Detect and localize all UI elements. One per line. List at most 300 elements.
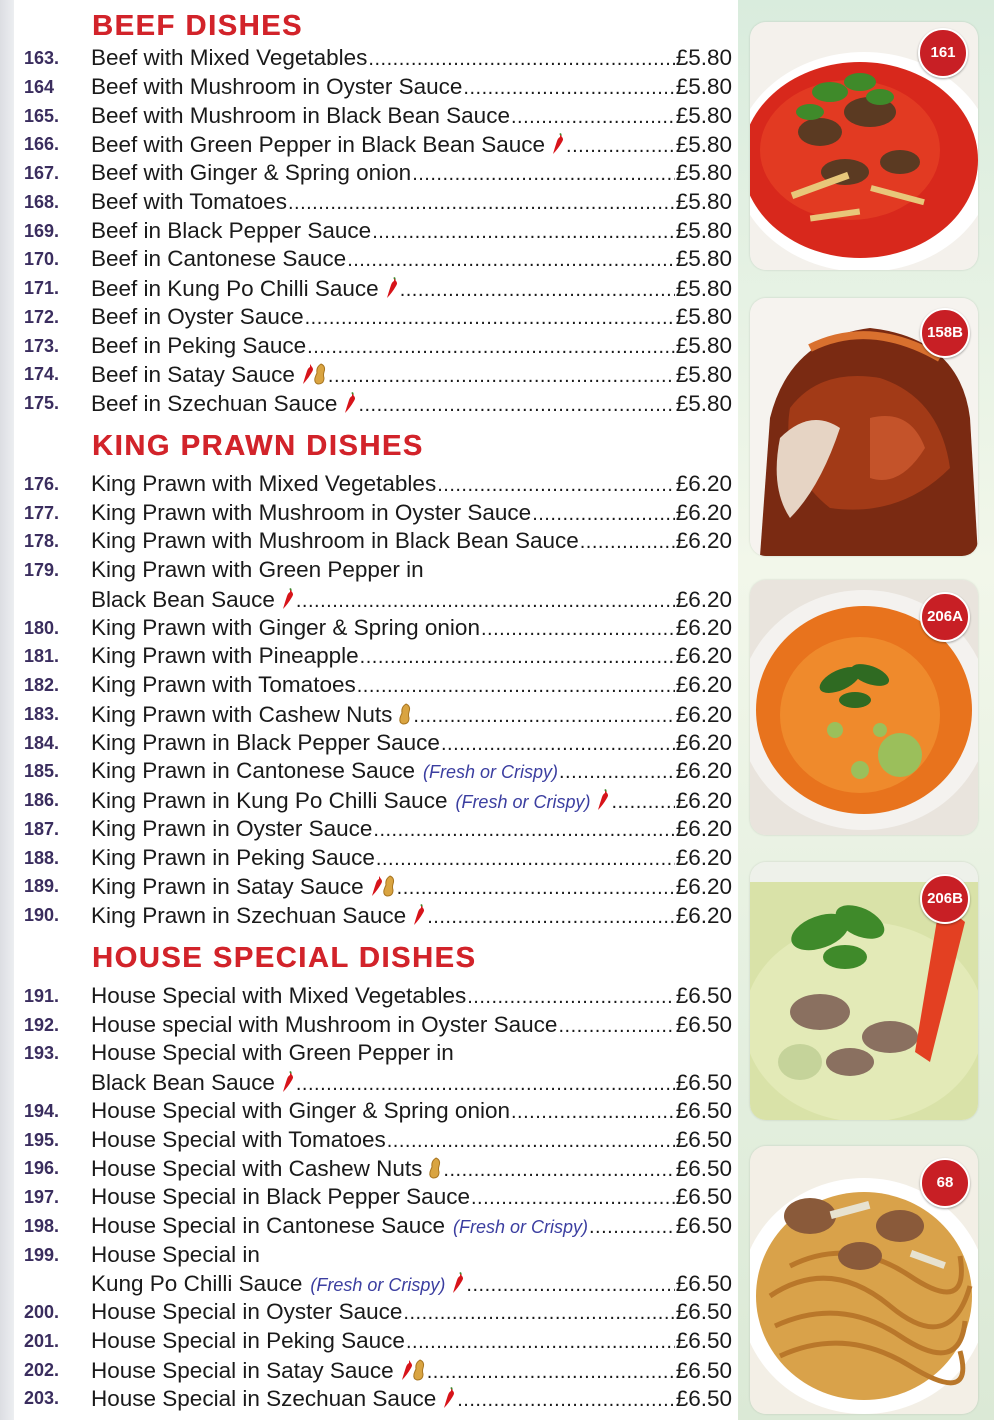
item-number: 168.	[24, 191, 60, 212]
item-number: 193.	[24, 1043, 60, 1064]
dot-leader	[403, 1299, 674, 1328]
item-body	[91, 1298, 732, 1327]
item-name: Beef with Mixed Vegetables	[91, 45, 368, 70]
item-line	[91, 499, 732, 528]
item-option-note: (Fresh or Crispy)	[455, 792, 591, 812]
item-price: £5.80	[675, 362, 732, 388]
item-name: Beef with Tomatoes	[91, 188, 287, 214]
dish-number-badge: 68	[920, 1158, 970, 1208]
menu-item	[24, 130, 732, 159]
dot-leader	[481, 615, 675, 644]
item-price: £5.80	[675, 45, 732, 70]
peanut-icon	[428, 1157, 442, 1190]
menu-item	[24, 872, 732, 901]
item-number: 190.	[24, 905, 60, 925]
item-number: 195.	[24, 1129, 60, 1150]
menu-item	[24, 73, 732, 102]
dot-leader	[532, 500, 675, 529]
item-name: King Prawn with Mushroom in Black Bean Sauce	[91, 528, 579, 554]
dot-leader	[437, 471, 674, 500]
menu-item	[24, 470, 732, 499]
dot-leader	[467, 983, 674, 1012]
menu-item	[24, 1183, 732, 1212]
chilli-peanut-icon	[370, 875, 396, 908]
item-price: £6.20	[675, 788, 732, 813]
item-number: 179.	[24, 560, 60, 580]
menu-item	[24, 1011, 732, 1040]
red-thai-curry-photo	[750, 580, 978, 835]
item-line	[91, 102, 732, 131]
item-option-note: (Fresh or Crispy)	[310, 1275, 446, 1296]
dot-leader	[400, 276, 675, 305]
item-price: £5.80	[675, 217, 732, 243]
item-name: King Prawn in Szechuan Sauce	[91, 903, 407, 928]
item-number: 171.	[24, 278, 60, 298]
item-price: £6.50	[675, 1156, 732, 1182]
item-body	[91, 217, 732, 246]
item-body	[91, 1356, 732, 1385]
item-name: House Special with Cashew Nuts	[91, 1156, 423, 1182]
dot-leader	[406, 1328, 675, 1357]
item-line	[91, 1212, 732, 1241]
menu-item	[24, 614, 732, 643]
menu-item	[24, 1298, 732, 1327]
item-line	[91, 1356, 732, 1385]
dish-number-badge: 206A	[920, 592, 970, 642]
item-name: King Prawn with Ginger & Spring onion	[91, 614, 480, 640]
item-body	[91, 671, 732, 700]
dot-leader	[611, 788, 674, 817]
item-price: £6.20	[675, 614, 732, 640]
item-body	[91, 44, 732, 73]
chilli-icon	[551, 133, 565, 166]
item-body	[91, 901, 732, 930]
item-body	[91, 499, 732, 528]
item-price: £6.20	[675, 528, 732, 554]
chilli-icon	[281, 588, 295, 621]
item-price: £6.50	[675, 1386, 732, 1412]
item-body	[91, 1039, 732, 1097]
item-name: King Prawn in Satay Sauce	[91, 874, 364, 900]
item-price: £6.50	[675, 1184, 732, 1209]
item-name: King Prawn in Oyster Sauce	[91, 815, 373, 841]
dot-leader	[368, 45, 674, 74]
menu-item	[24, 217, 732, 246]
item-price: £6.50	[675, 1011, 732, 1037]
item-body	[91, 159, 732, 188]
item-number: 191.	[24, 985, 60, 1006]
menu-item	[24, 982, 732, 1011]
item-body	[91, 245, 732, 274]
menu-item	[24, 556, 732, 614]
item-name: King Prawn in Peking Sauce	[91, 844, 375, 870]
item-name: House Special in Satay Sauce	[91, 1357, 394, 1383]
item-price: £6.20	[675, 672, 732, 697]
item-name: Beef in Szechuan Sauce	[91, 391, 338, 416]
menu-item	[24, 44, 732, 73]
item-name: King Prawn with Pineapple	[91, 643, 359, 669]
item-body	[91, 1212, 732, 1241]
item-line	[91, 901, 732, 930]
chilli-icon	[442, 1387, 456, 1420]
dot-leader	[457, 1386, 674, 1415]
item-price: £6.50	[675, 1271, 732, 1297]
menu-item	[24, 1212, 732, 1241]
menu-item	[24, 102, 732, 131]
item-line	[91, 303, 732, 332]
dot-leader	[307, 333, 675, 362]
item-number: 181.	[24, 646, 60, 667]
chilli-peanut-icon	[301, 363, 327, 396]
item-number: 196.	[24, 1158, 60, 1179]
item-price: £5.80	[675, 132, 732, 158]
item-price: £6.20	[675, 701, 732, 727]
item-line	[91, 73, 732, 102]
item-body	[91, 642, 732, 671]
item-number: 201.	[24, 1330, 60, 1351]
item-line	[91, 1327, 732, 1356]
item-price: £6.50	[675, 1097, 732, 1123]
item-price: £6.20	[675, 586, 732, 612]
menu-item	[24, 844, 732, 873]
menu-item	[24, 729, 732, 758]
item-number: 163.	[24, 48, 60, 68]
dot-leader	[427, 1358, 675, 1387]
dot-leader	[387, 1127, 675, 1156]
item-line	[91, 844, 732, 873]
menu-item	[24, 1327, 732, 1356]
item-line	[91, 585, 732, 614]
dot-leader	[558, 1012, 674, 1041]
dot-leader	[511, 103, 675, 132]
item-line	[91, 1183, 732, 1212]
menu-item	[24, 188, 732, 217]
dot-leader	[466, 1271, 674, 1300]
item-body	[91, 700, 732, 729]
dot-leader	[443, 1156, 674, 1185]
dot-leader	[566, 132, 675, 161]
item-body	[91, 614, 732, 643]
item-line	[91, 1241, 732, 1270]
menu-item	[24, 159, 732, 188]
item-price: £5.80	[675, 188, 732, 214]
dot-leader	[471, 1184, 675, 1213]
dot-leader	[372, 218, 675, 247]
item-number: 198.	[24, 1215, 60, 1236]
menu-item	[24, 786, 732, 815]
item-line	[91, 556, 732, 585]
section-title: HOUSE SPECIAL DISHES	[92, 941, 477, 974]
item-line	[91, 130, 732, 159]
item-line	[91, 1097, 732, 1126]
item-number: 169.	[24, 220, 60, 241]
chow-mein-photo	[750, 1146, 978, 1414]
dot-leader	[580, 528, 675, 557]
item-number: 165.	[24, 105, 60, 126]
item-option-note: (Fresh or Crispy)	[452, 1216, 588, 1237]
item-line	[91, 757, 732, 786]
item-line	[91, 1068, 732, 1097]
item-price: £5.80	[675, 102, 732, 128]
dot-leader	[559, 758, 675, 787]
item-name: Beef with Mushroom in Black Bean Sauce	[91, 102, 510, 128]
item-price: £6.20	[675, 874, 732, 900]
item-body	[91, 982, 732, 1011]
chilli-icon	[596, 789, 610, 822]
menu-item	[24, 1126, 732, 1155]
item-price: £5.80	[675, 332, 732, 358]
green-thai-curry-photo	[750, 862, 978, 1120]
item-body	[91, 1154, 732, 1183]
section-king-prawn-dishes	[24, 418, 732, 930]
menu-item	[24, 1097, 732, 1126]
item-line	[91, 274, 732, 303]
item-price: £6.20	[675, 815, 732, 841]
menu-item	[24, 332, 732, 361]
item-line	[91, 642, 732, 671]
item-number: 184.	[24, 732, 60, 753]
item-number: 180.	[24, 617, 60, 638]
item-number: 173.	[24, 335, 60, 356]
item-body	[91, 1183, 732, 1212]
dot-leader	[463, 74, 674, 103]
item-number: 174.	[24, 364, 60, 385]
item-number: 197.	[24, 1187, 60, 1207]
item-body	[91, 1327, 732, 1356]
item-number: 200.	[24, 1302, 60, 1322]
item-body	[91, 844, 732, 873]
dot-leader	[347, 246, 675, 275]
item-line	[91, 217, 732, 246]
item-price: £6.50	[675, 1327, 732, 1353]
item-name: House Special with Tomatoes	[91, 1126, 386, 1152]
item-name: House Special with Ginger & Spring onion	[91, 1097, 510, 1123]
roast-duck-photo	[750, 298, 978, 556]
dot-leader	[296, 587, 675, 616]
item-price: £6.50	[675, 1212, 732, 1238]
menu-item	[24, 642, 732, 671]
item-line	[91, 1154, 732, 1183]
menu-item	[24, 757, 732, 786]
item-number: 177.	[24, 502, 60, 523]
item-number: 188.	[24, 847, 60, 868]
menu-item	[24, 360, 732, 389]
item-name: King Prawn with Mixed Vegetables	[91, 470, 437, 496]
section-title: BEEF DISHES	[92, 10, 303, 42]
item-name: House Special in Cantonese Sauce	[91, 1212, 445, 1238]
dot-leader	[376, 845, 675, 874]
item-name-continued: Black Bean Sauce	[91, 586, 275, 612]
page-edge-strip	[0, 0, 14, 1420]
item-number: 170.	[24, 249, 60, 270]
menu-item	[24, 1241, 732, 1299]
menu-item	[24, 1154, 732, 1183]
item-body	[91, 786, 732, 815]
dot-leader	[296, 1070, 675, 1099]
item-body	[91, 1097, 732, 1126]
item-line	[91, 1298, 732, 1327]
item-name: House Special in Peking Sauce	[91, 1327, 405, 1353]
menu-item	[24, 815, 732, 844]
item-body	[91, 470, 732, 499]
item-number: 178.	[24, 531, 60, 552]
item-name: Beef with Green Pepper in Black Bean Sauce	[91, 132, 546, 158]
item-price: £6.20	[675, 499, 732, 525]
item-number: 189.	[24, 876, 60, 897]
item-price: £6.50	[675, 1126, 732, 1152]
item-name: House Special in Oyster Sauce	[91, 1299, 403, 1324]
item-line	[91, 1269, 732, 1298]
item-number: 175.	[24, 393, 60, 413]
item-name: Beef in Kung Po Chilli Sauce	[91, 276, 379, 301]
item-body	[91, 130, 732, 159]
item-body	[91, 872, 732, 901]
item-body	[91, 1241, 732, 1299]
item-price: £5.80	[675, 73, 732, 99]
dot-leader	[328, 362, 675, 391]
item-line	[91, 470, 732, 499]
item-number: 185.	[24, 761, 60, 782]
dot-leader	[305, 304, 675, 333]
item-price: £6.50	[675, 1070, 732, 1095]
item-body	[91, 73, 732, 102]
chilli-icon	[451, 1272, 465, 1305]
menu-item	[24, 274, 732, 303]
chilli-icon	[385, 277, 399, 310]
menu-item	[24, 1384, 732, 1413]
item-price: £6.20	[675, 903, 732, 928]
dot-leader	[357, 672, 675, 701]
item-number: 187.	[24, 818, 60, 839]
item-body	[91, 389, 732, 418]
item-line	[91, 700, 732, 729]
item-number: 182.	[24, 675, 60, 695]
item-number: 176.	[24, 473, 60, 494]
peanut-icon	[398, 703, 412, 736]
item-name: King Prawn with Green Pepper in	[91, 557, 424, 582]
item-line	[91, 245, 732, 274]
item-price: £6.20	[675, 470, 732, 496]
item-line	[91, 188, 732, 217]
dot-leader	[373, 816, 674, 845]
dot-leader	[288, 189, 675, 218]
item-line	[91, 982, 732, 1011]
item-body	[91, 360, 732, 389]
item-name: King Prawn with Mushroom in Oyster Sauce	[91, 499, 532, 525]
item-price: £5.80	[675, 303, 732, 329]
item-body	[91, 303, 732, 332]
item-number: 199.	[24, 1244, 60, 1265]
item-line	[91, 1011, 732, 1040]
item-price: £6.20	[675, 643, 732, 669]
item-body	[91, 527, 732, 556]
menu-item	[24, 700, 732, 729]
item-name: Beef in Peking Sauce	[91, 332, 307, 358]
item-name: House Special with Green Pepper in	[91, 1040, 454, 1066]
menu-item	[24, 245, 732, 274]
item-number: 186.	[24, 790, 60, 810]
menu-item	[24, 499, 732, 528]
item-line	[91, 872, 732, 901]
item-option-note: (Fresh or Crispy)	[422, 762, 558, 783]
menu-item	[24, 303, 732, 332]
item-name: King Prawn in Black Pepper Sauce	[91, 729, 440, 755]
item-body	[91, 274, 732, 303]
item-name: Beef with Mushroom in Oyster Sauce	[91, 73, 463, 99]
item-line	[91, 389, 732, 418]
item-price: £5.80	[675, 246, 732, 272]
item-line	[91, 332, 732, 361]
item-body	[91, 815, 732, 844]
item-number: 183.	[24, 703, 60, 724]
item-number: 167.	[24, 163, 60, 183]
item-name: House special with Mushroom in Oyster Sauce	[91, 1011, 558, 1037]
item-price: £6.50	[675, 1357, 732, 1383]
item-body	[91, 332, 732, 361]
menu-item	[24, 671, 732, 700]
item-price: £6.50	[675, 1299, 732, 1324]
dot-leader	[413, 702, 674, 731]
item-number: 172.	[24, 306, 60, 327]
dot-leader	[360, 643, 675, 672]
dish-number-badge: 161	[918, 28, 968, 78]
item-price: £5.80	[675, 160, 732, 185]
dot-leader	[589, 1213, 675, 1242]
item-number: 192.	[24, 1014, 60, 1035]
item-line	[91, 1126, 732, 1155]
item-name: Beef in Black Pepper Sauce	[91, 217, 372, 243]
dot-leader	[412, 160, 675, 189]
item-price: £6.20	[675, 729, 732, 755]
item-body	[91, 757, 732, 786]
chilli-icon	[281, 1071, 295, 1104]
item-line	[91, 614, 732, 643]
item-body	[91, 102, 732, 131]
menu-item	[24, 1356, 732, 1385]
item-price: £5.80	[675, 391, 732, 416]
item-number: 202.	[24, 1359, 60, 1380]
item-number: 164	[24, 76, 55, 97]
item-name-continued: Kung Po Chilli Sauce	[91, 1271, 303, 1297]
item-line	[91, 1039, 732, 1068]
item-line	[91, 360, 732, 389]
dot-leader	[358, 391, 674, 420]
item-line	[91, 671, 732, 700]
dot-leader	[397, 874, 675, 903]
menu-item	[24, 389, 732, 418]
dot-leader	[511, 1098, 675, 1127]
item-price: £6.20	[675, 844, 732, 870]
item-body	[91, 556, 732, 614]
item-name: Beef in Cantonese Sauce	[91, 246, 347, 272]
dot-leader	[427, 903, 674, 932]
chilli-peanut-icon	[400, 1359, 426, 1392]
item-number: 194.	[24, 1100, 60, 1121]
item-body	[91, 1126, 732, 1155]
item-name: House Special with Mixed Vegetables	[91, 982, 467, 1008]
item-name: King Prawn with Cashew Nuts	[91, 701, 393, 727]
item-price: £6.20	[675, 758, 732, 784]
item-name-continued: Black Bean Sauce	[91, 1070, 275, 1095]
menu-item	[24, 1039, 732, 1097]
item-line	[91, 159, 732, 188]
item-number: 166.	[24, 134, 60, 155]
dot-leader	[441, 730, 675, 759]
menu-item	[24, 527, 732, 556]
item-name: House Special in	[91, 1241, 260, 1267]
item-body	[91, 188, 732, 217]
photo-column	[738, 0, 994, 1420]
